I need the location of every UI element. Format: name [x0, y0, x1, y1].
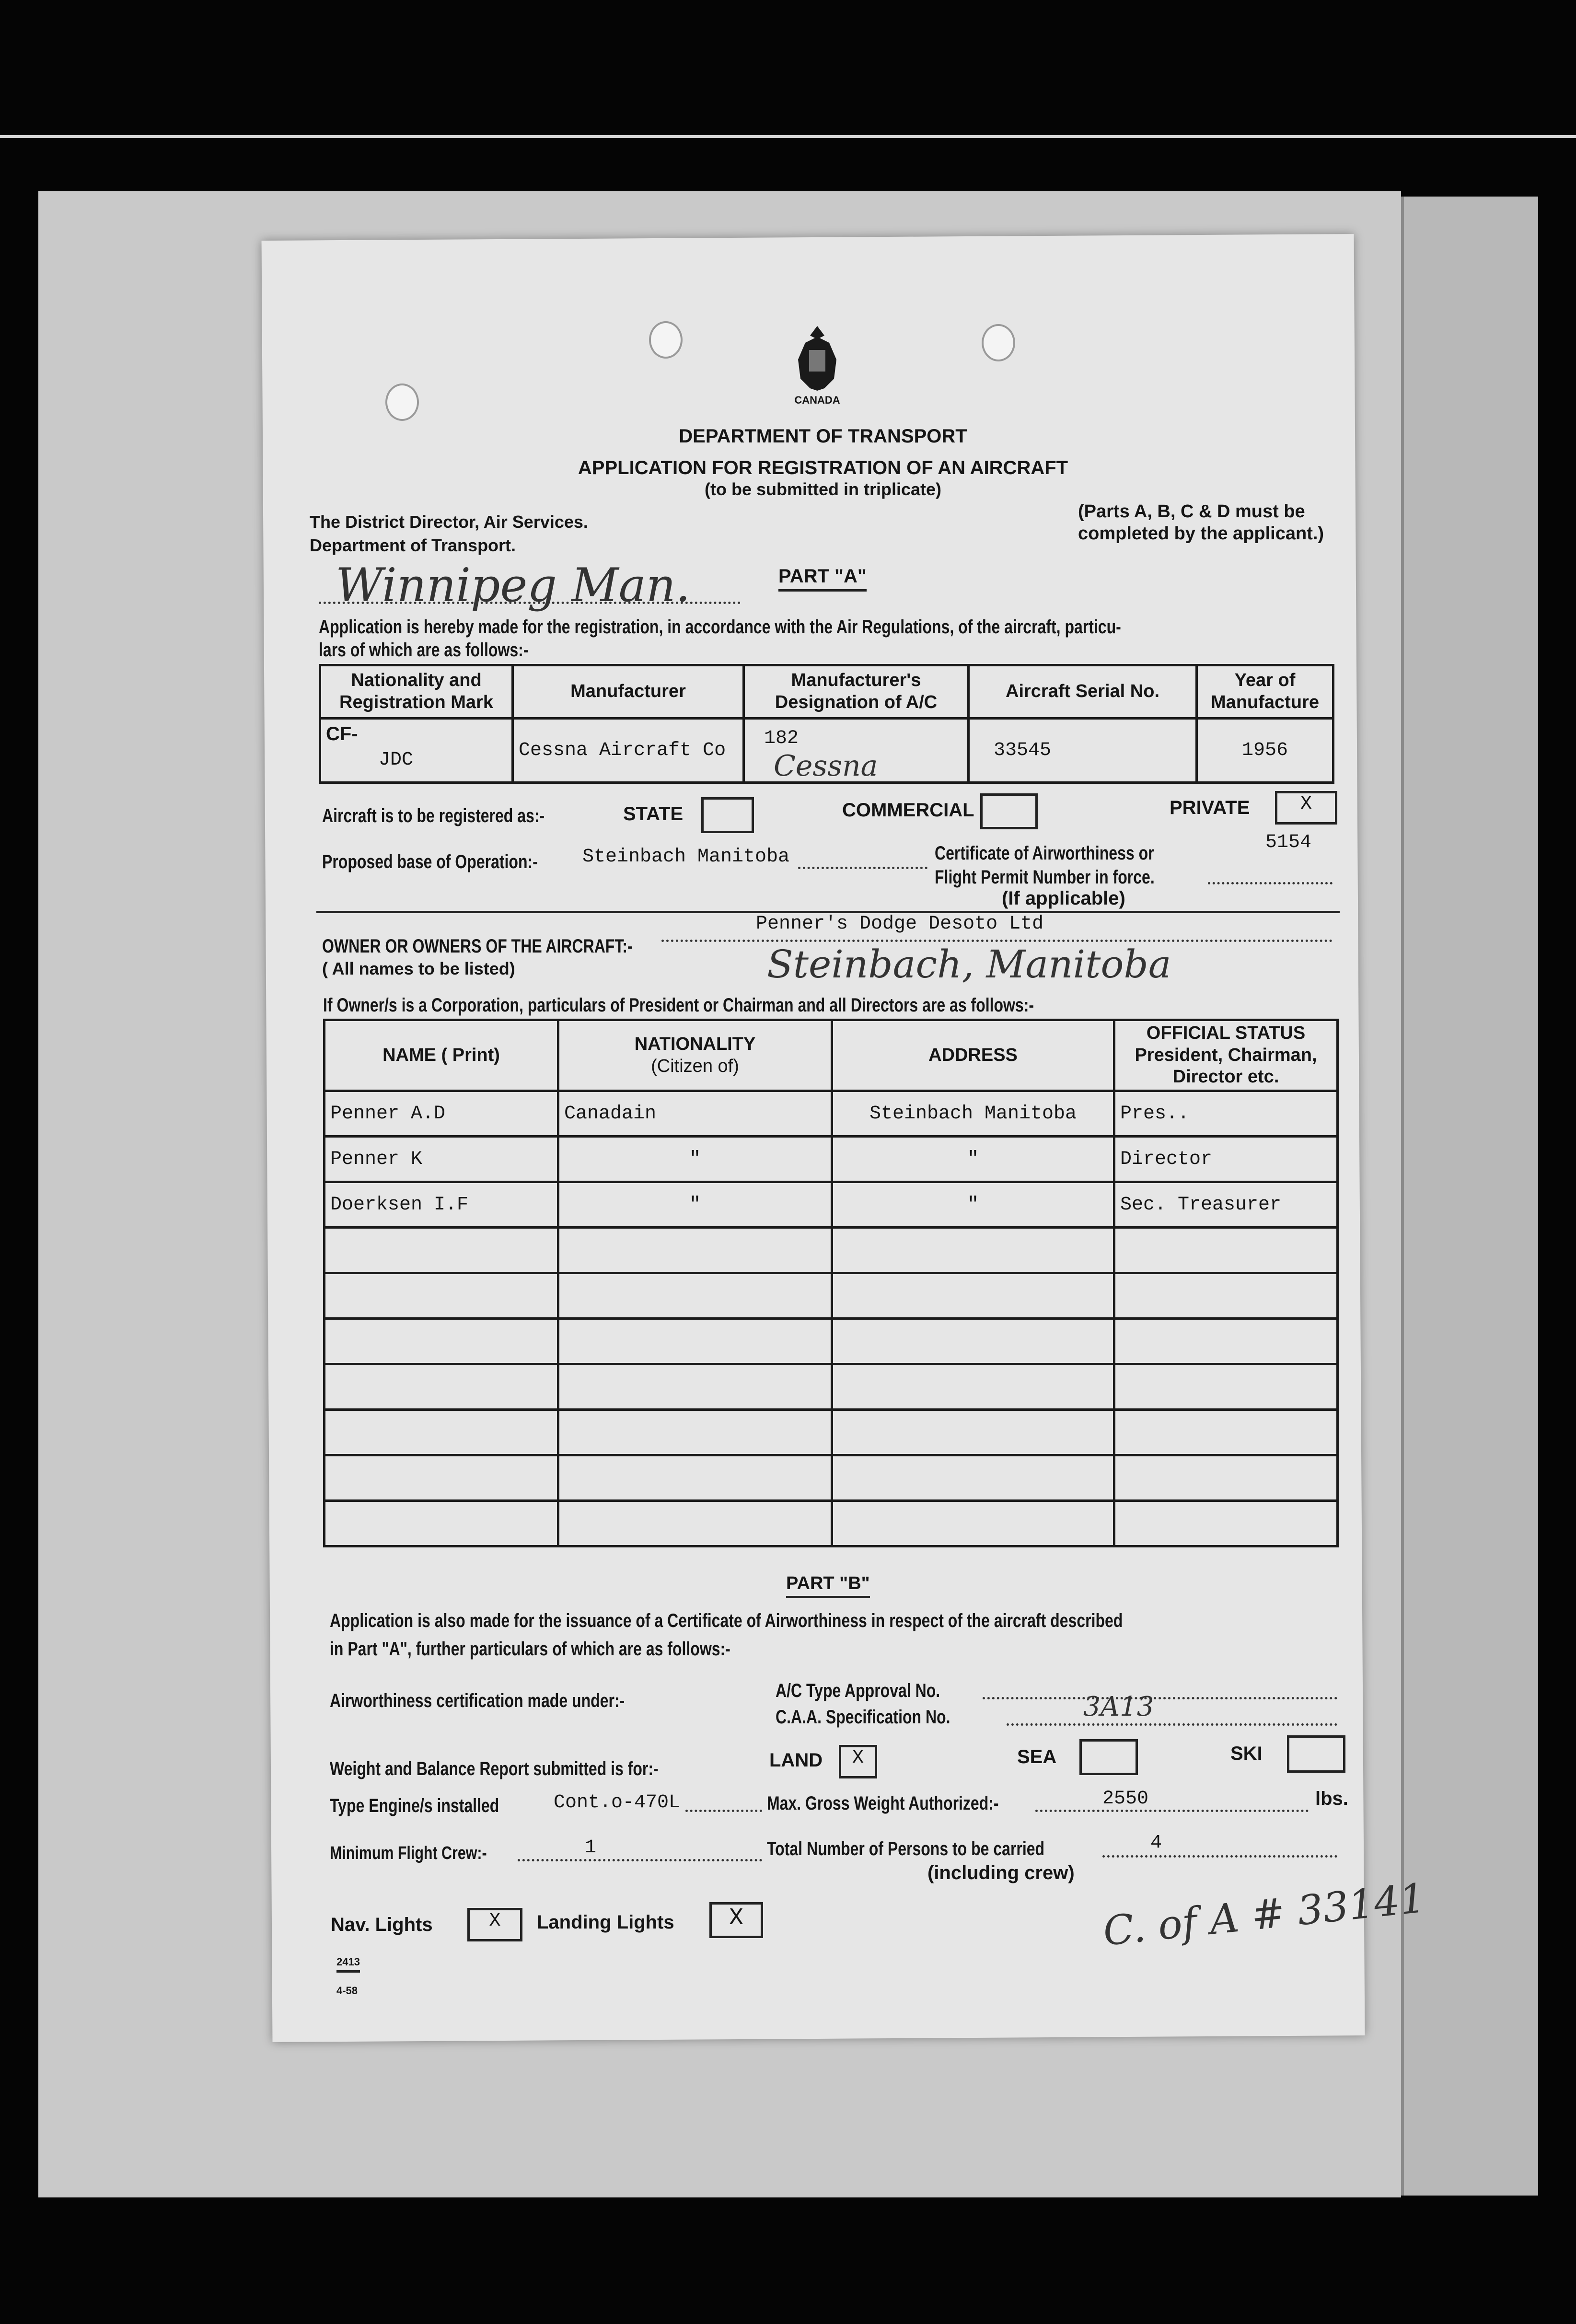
col-header-year: Year of Manufacture	[1197, 665, 1333, 719]
col-header-name: NAME ( Print)	[324, 1020, 558, 1091]
corporation-label: If Owner/s is a Corporation, particulars of President or Chairman and all Directors are as follows:-	[323, 995, 1034, 1016]
director-nationality-cell: "	[558, 1137, 832, 1182]
state-label: STATE	[623, 803, 684, 825]
part-a-intro-line1: Application is hereby made for the registration, in accordance with the Air Regulations, of the aircraft, particu-	[319, 616, 1121, 638]
director-name-cell	[324, 1228, 558, 1273]
col-header-nationality: Nationality and Registration Mark	[320, 665, 513, 719]
base-label: Proposed base of Operation:-	[322, 851, 538, 872]
col-header-status	[1114, 1020, 1338, 1091]
cert-label-line3: (If applicable)	[1002, 888, 1125, 909]
base-value: Steinbach Manitoba	[582, 846, 790, 868]
col-header-address: ADDRESS	[832, 1020, 1114, 1091]
persons-label: Total Number of Persons to be carried	[767, 1838, 1045, 1859]
landing-lights-checkbox[interactable]: X	[709, 1902, 763, 1938]
designation-handwritten: Cessna	[774, 749, 878, 783]
private-checkbox[interactable]: X	[1275, 791, 1337, 825]
registered-as-label: Aircraft is to be registered as:-	[322, 805, 545, 826]
serial-cell: 33545	[969, 719, 1197, 783]
owners-label: OWNER OR OWNERS OF THE AIRCRAFT:-	[322, 936, 633, 957]
status-header-line2: President, Chairman,	[1135, 1045, 1317, 1065]
type-approval-label: A/C Type Approval No.	[776, 1680, 940, 1701]
film-edge-line	[0, 135, 1576, 138]
owner-address-handwritten: Steinbach, Manitoba	[767, 942, 1171, 987]
year-cell: 1956	[1197, 719, 1333, 783]
part-b-intro-line1: Application is also made for the issuance of a Certificate of Airworthiness in respect of the aircraft described	[330, 1610, 1123, 1631]
director-name-cell	[324, 1455, 558, 1501]
part-b-heading: PART "B"	[786, 1573, 870, 1598]
punch-hole	[649, 321, 683, 359]
owner-value: Penner's Dodge Desoto Ltd	[756, 913, 1044, 935]
director-status-cell	[1114, 1410, 1338, 1455]
max-weight-dotted-line	[1035, 1810, 1309, 1812]
persons-note: (including crew)	[927, 1862, 1075, 1883]
director-row	[324, 1501, 1338, 1546]
land-label: LAND	[769, 1750, 823, 1771]
nav-lights-label: Nav. Lights	[331, 1914, 433, 1935]
director-address-cell	[832, 1273, 1114, 1319]
cert-dotted-line	[1208, 882, 1333, 884]
nav-lights-checkbox[interactable]: X	[467, 1908, 522, 1941]
persons-value: 4	[1150, 1832, 1162, 1854]
owners-sublabel: ( All names to be listed)	[322, 959, 515, 978]
director-row	[324, 1273, 1338, 1319]
director-name-cell	[324, 1364, 558, 1410]
director-name-cell	[324, 1273, 558, 1319]
punch-hole	[982, 324, 1015, 361]
director-status-cell	[1114, 1501, 1338, 1546]
private-label: PRIVATE	[1170, 797, 1250, 818]
ski-label: SKI	[1230, 1743, 1263, 1764]
director-nationality-cell	[558, 1273, 832, 1319]
director-row	[324, 1182, 1338, 1228]
sea-checkbox[interactable]	[1079, 1739, 1138, 1775]
director-address-cell	[832, 1501, 1114, 1546]
nationality-header-line2: (Citizen of)	[651, 1056, 739, 1076]
director-address-cell: "	[832, 1137, 1114, 1182]
director-row	[324, 1137, 1338, 1182]
engine-label: Type Engine/s installed	[330, 1795, 499, 1816]
part-a-heading: PART "A"	[778, 566, 867, 592]
caa-spec-dotted-line	[1007, 1723, 1337, 1726]
director-name-cell: Doerksen I.F	[324, 1182, 558, 1228]
landing-lights-label: Landing Lights	[537, 1912, 674, 1933]
canada-coat-of-arms-icon	[791, 324, 844, 393]
aircraft-table	[319, 664, 1334, 784]
crew-label: Minimum Flight Crew:-	[330, 1843, 487, 1863]
caa-spec-label: C.A.A. Specification No.	[776, 1707, 950, 1728]
director-nationality-cell	[558, 1410, 832, 1455]
parts-note-line2: completed by the applicant.)	[1078, 523, 1324, 544]
director-nationality-cell	[558, 1228, 832, 1273]
director-address-cell	[832, 1455, 1114, 1501]
parts-note-line1: (Parts A, B, C & D must be	[1078, 501, 1305, 522]
director-status-cell: Pres..	[1114, 1091, 1338, 1137]
col-header-designation: Manufacturer's Designation of A/C	[744, 665, 969, 719]
director-nationality-cell	[558, 1364, 832, 1410]
director-name-cell: Penner A.D	[324, 1091, 558, 1137]
designation-value: 182	[764, 728, 799, 749]
nationality-prefix: CF-	[326, 723, 358, 744]
manufacturer-cell: Cessna Aircraft Co	[513, 719, 744, 783]
director-row	[324, 1091, 1338, 1137]
director-status-cell	[1114, 1273, 1338, 1319]
director-row	[324, 1364, 1338, 1410]
director-nationality-cell	[558, 1501, 832, 1546]
director-address-cell: Steinbach Manitoba	[832, 1091, 1114, 1137]
director-row	[324, 1410, 1338, 1455]
crew-dotted-line	[518, 1859, 762, 1861]
form-subtitle: (to be submitted in triplicate)	[704, 479, 942, 499]
director-nationality-cell: "	[558, 1182, 832, 1228]
ski-checkbox[interactable]	[1287, 1735, 1345, 1773]
registration-mark: JDC	[379, 749, 414, 771]
director-status-cell	[1114, 1455, 1338, 1501]
director-address-cell	[832, 1228, 1114, 1273]
director-nationality-cell	[558, 1319, 832, 1364]
cert-label-line2: Flight Permit Number in force.	[935, 867, 1155, 888]
status-header-line1: OFFICIAL STATUS	[1146, 1023, 1306, 1044]
nationality-header-line1: NATIONALITY	[634, 1034, 756, 1054]
director-status-cell	[1114, 1228, 1338, 1273]
weight-balance-label: Weight and Balance Report submitted is for:-	[330, 1758, 659, 1779]
base-dotted-line	[798, 867, 927, 869]
persons-dotted-line	[1102, 1855, 1337, 1858]
commercial-checkbox[interactable]	[980, 793, 1038, 829]
aircraft-row	[320, 719, 1333, 783]
caa-spec-handwritten: 3A13	[1083, 1691, 1154, 1722]
directors-table	[323, 1019, 1339, 1547]
director-name-cell	[324, 1501, 558, 1546]
director-status-cell: Sec. Treasurer	[1114, 1182, 1338, 1228]
max-weight-label: Max. Gross Weight Authorized:-	[767, 1793, 999, 1814]
type-approval-dotted-line	[983, 1697, 1337, 1699]
cert-value: 5154	[1265, 832, 1312, 853]
form-title: APPLICATION FOR REGISTRATION OF AN AIRCRAFT	[578, 457, 1068, 478]
part-a-intro-line2: lars of which are as follows:-	[319, 639, 529, 661]
director-address-cell	[832, 1364, 1114, 1410]
max-weight-value: 2550	[1102, 1788, 1149, 1810]
registration-cell	[320, 719, 513, 783]
director-row	[324, 1228, 1338, 1273]
director-nationality-cell: Canadain	[558, 1091, 832, 1137]
director-status-cell	[1114, 1319, 1338, 1364]
punch-hole	[385, 383, 419, 421]
max-weight-unit: lbs.	[1315, 1788, 1348, 1809]
director-row	[324, 1455, 1338, 1501]
director-name-cell	[324, 1319, 558, 1364]
engine-dotted-line	[685, 1810, 762, 1812]
department-title: DEPARTMENT OF TRANSPORT	[679, 426, 967, 447]
director-status-cell: Director	[1114, 1137, 1338, 1182]
director-nationality-cell	[558, 1455, 832, 1501]
crew-value: 1	[585, 1837, 597, 1859]
director-address-cell	[832, 1410, 1114, 1455]
col-header-manufacturer: Manufacturer	[513, 665, 744, 719]
cofa-handwritten-note: C. of A # 33141	[1101, 1874, 1427, 1955]
director-status-cell	[1114, 1364, 1338, 1410]
director-address-cell: "	[832, 1182, 1114, 1228]
col-header-serial: Aircraft Serial No.	[969, 665, 1197, 719]
director-name-cell: Penner K	[324, 1137, 558, 1182]
col-header-nationality	[558, 1020, 832, 1091]
sea-label: SEA	[1017, 1746, 1057, 1767]
location-handwritten: Winnipeg Man.	[336, 558, 691, 612]
designation-cell	[744, 719, 969, 783]
director-name-cell	[324, 1410, 558, 1455]
director-address-cell	[832, 1319, 1114, 1364]
state-checkbox[interactable]	[701, 797, 754, 833]
form-date: 4-58	[336, 1985, 358, 1997]
addressee-line1: The District Director, Air Services.	[310, 512, 588, 532]
addressee-line2: Department of Transport.	[310, 535, 516, 555]
director-row	[324, 1319, 1338, 1364]
land-checkbox[interactable]: X	[839, 1745, 877, 1778]
commercial-label: COMMERCIAL	[842, 800, 974, 821]
part-b-intro-line2: in Part "A", further particulars of which are as follows:-	[330, 1638, 730, 1660]
cert-label-line1: Certificate of Airworthiness or	[935, 843, 1154, 864]
form-number: 2413	[336, 1956, 360, 1973]
cert-made-under-label: Airworthiness certification made under:-	[330, 1690, 625, 1711]
status-header-line3: Director etc.	[1172, 1067, 1279, 1087]
engine-value: Cont.o-470L	[554, 1792, 681, 1813]
crest-label: CANADA	[794, 394, 840, 406]
